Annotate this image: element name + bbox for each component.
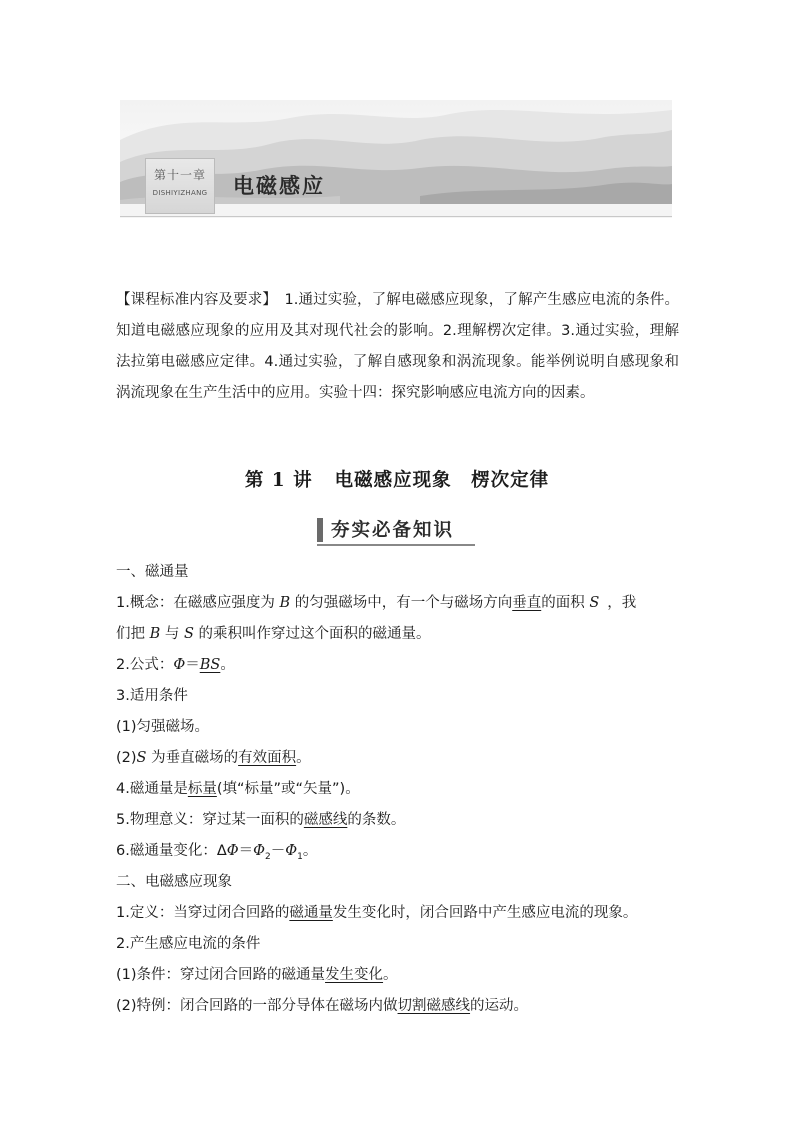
text-line: 4.磁通量是标量(填“标量”或“矢量”)。 xyxy=(116,781,360,797)
text-line: (1)匀强磁场。 xyxy=(116,719,210,735)
text-line: 2.公式：Φ＝BS。 xyxy=(116,657,235,673)
text-line: (2)S 为垂直磁场的有效面积。 xyxy=(116,750,311,766)
text-line: (2)特例：闭合回路的一部分导体在磁场内做切割磁感线的运动。 xyxy=(116,998,529,1014)
text-line: 们把 B 与 S 的乘积叫作穿过这个面积的磁通量。 xyxy=(116,626,431,642)
section-heading-text: 夯实必备知识 xyxy=(331,520,455,541)
lesson-name: 电磁感应现象 楞次定律 xyxy=(334,470,550,491)
standards-heading: 【课程标准内容及要求】 xyxy=(116,292,270,308)
section-underline xyxy=(317,544,475,546)
chapter-number: 第十一章 xyxy=(153,168,206,182)
curriculum-standards xyxy=(116,285,679,409)
answer-blank: 发生变化 xyxy=(325,967,384,983)
answer-blank: 磁通量 xyxy=(289,905,333,921)
answer-blank: 有效面积 xyxy=(238,750,297,766)
heading-flux: 一、磁通量 xyxy=(116,564,189,580)
lesson-title xyxy=(0,466,794,492)
text-line: 3.适用条件 xyxy=(116,688,188,704)
chapter-title: 电磁感应 xyxy=(233,174,325,198)
answer-blank: BS xyxy=(199,657,221,673)
text-line: 2.产生感应电流的条件 xyxy=(116,936,261,952)
section-heading xyxy=(317,515,477,545)
section-marker-bar xyxy=(317,518,323,542)
banner-divider xyxy=(120,216,672,217)
text-line: 1.定义：当穿过闭合回路的磁通量发生变化时，闭合回路中产生感应电流的现象。 xyxy=(116,905,638,921)
lesson-number: 第 1 讲 xyxy=(244,470,313,491)
answer-blank: 垂直 xyxy=(512,595,542,611)
answer-blank: 切割磁感线 xyxy=(397,998,471,1014)
chapter-label-box xyxy=(145,158,215,214)
text-line: 6.磁通量变化：$\Delta\Phi=\Phi_2-\Phi_1$。 xyxy=(116,843,318,862)
standards-text: 1.通过实验，了解电磁感应现象，了解产生感应电流的条件。知道电磁感应现象的应用及其对现代社会的影响。2.理解楞次定律。3.通过实验，理解法拉第电磁感应定律。4.通过实验，了解自感现象和涡流现象。能举例说明自感现象和涡流现象在生产生活中的应用。实验十四：探究影响感应电流方向的因素。 xyxy=(116,292,680,401)
heading-em-induction: 二、电磁感应现象 xyxy=(116,874,232,890)
text-line: (1)条件：穿过闭合回路的磁通量发生变化。 xyxy=(116,967,398,983)
text-line: 1.概念：在磁感应强度为 B 的匀强磁场中，有一个与磁场方向垂直的面积 S ，我 xyxy=(116,595,637,611)
answer-blank: 磁感线 xyxy=(303,812,348,828)
chapter-pinyin: DISHIYIZHANG xyxy=(152,189,208,197)
answer-blank: 标量 xyxy=(187,781,217,797)
text-line: 5.物理意义：穿过某一面积的磁感线的条数。 xyxy=(116,812,406,828)
